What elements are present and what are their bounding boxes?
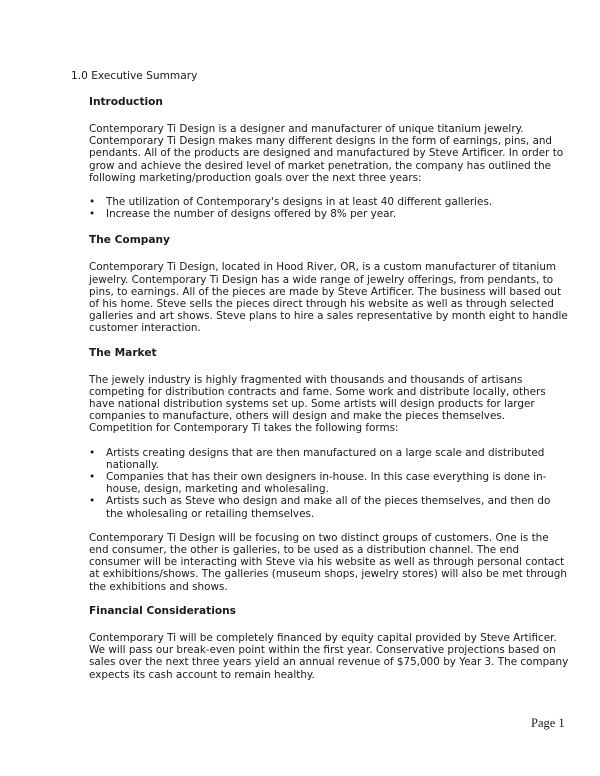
bullet-icon: • [89, 495, 96, 508]
list-item-text: Companies that has their own designers in-house. In this case everything is done in-house, design, marketing and wholesaling. [106, 471, 547, 496]
page-number: Page 1 [531, 716, 565, 730]
list-item [89, 208, 569, 220]
bullet-icon: • [89, 208, 96, 221]
introduction-heading: Introduction [89, 96, 163, 108]
financial-section [89, 605, 569, 681]
list-item [89, 447, 569, 471]
list-item-text: Artists creating designs that are then manufactured on a large scale and distributed nationally. [106, 446, 545, 471]
market-section [89, 347, 569, 593]
market-paragraph: The jewely industry is highly fragmented with thousands and thousands of artisans competing for distribution contracts and fame. Some work and distribute locally, others have national distribution systems set up. Some artists will design products for larger companies to manufacture, others will design and make the pieces themselves. Competition for Contemporary Ti takes the following forms: [89, 373, 546, 435]
list-item [89, 471, 569, 495]
list-item [89, 495, 569, 519]
list-item-text: Artists such as Steve who design and make all of the pieces themselves, and then do the wholesaling or retailing themselves. [106, 495, 551, 520]
bullet-icon: • [89, 196, 96, 209]
introduction-paragraph: Contemporary Ti Design is a designer and manufacturer of unique titanium jewelry. Contemporary Ti Design makes many different designs in the form of earnings, pins, and pendants. All of the products are designed and manufactured by Steve Artificer. In order to grow and achieve the desired level of market penetration, the company has outlined the following marketing/production goals over the next three years: [89, 123, 564, 184]
company-heading: The Company [89, 234, 170, 247]
company-paragraph: Contemporary Ti Design, located in Hood River, OR, is a custom manufacturer of titanium jewelry. Contemporary Ti Design has a wide range of jewelry offerings, from pendants, to pins, to earnings. All of the pieces are made by Steve Artificer. The business will based out of his home. Steve sells the pieces direct through his website as well as through selected galleries and art shows. Steve plans to hire a sales representative by month eight to handle customer interaction. [89, 261, 568, 335]
section-heading: 1.0 Executive Summary [71, 70, 198, 82]
competition-list [89, 447, 569, 520]
introduction-section [89, 96, 569, 220]
financial-heading: Financial Considerations [89, 604, 236, 617]
bullet-icon: • [89, 471, 96, 484]
bullet-icon: • [89, 446, 96, 459]
financial-paragraph: Contemporary Ti will be completely financed by equity capital provided by Steve Artificer. We will pass our break-even point within the first year. Conservative projections based on sales over the next three years yield an annual revenue of $75,000 by Year 3. The company expects its cash account to remain healthy. [89, 631, 569, 681]
customers-paragraph: Contemporary Ti Design will be focusing on two distinct groups of customers. One is the end consumer, the other is galleries, to be used as a distribution channel. The end consumer will be interacting with Steve via his website as well as through personal contact at exhibitions/shows. The galleries (museum shops, jewelry stores) will also be met through the exhibitions and shows. [89, 531, 567, 593]
company-section [89, 234, 569, 334]
list-item [89, 196, 569, 208]
goals-list [89, 196, 569, 220]
document-body [89, 96, 569, 693]
list-item-text: Increase the number of designs offered by 8% per year. [106, 208, 397, 221]
market-heading: The Market [89, 346, 157, 359]
list-item-text: The utilization of Contemporary's designs in at least 40 different galleries. [106, 196, 493, 209]
